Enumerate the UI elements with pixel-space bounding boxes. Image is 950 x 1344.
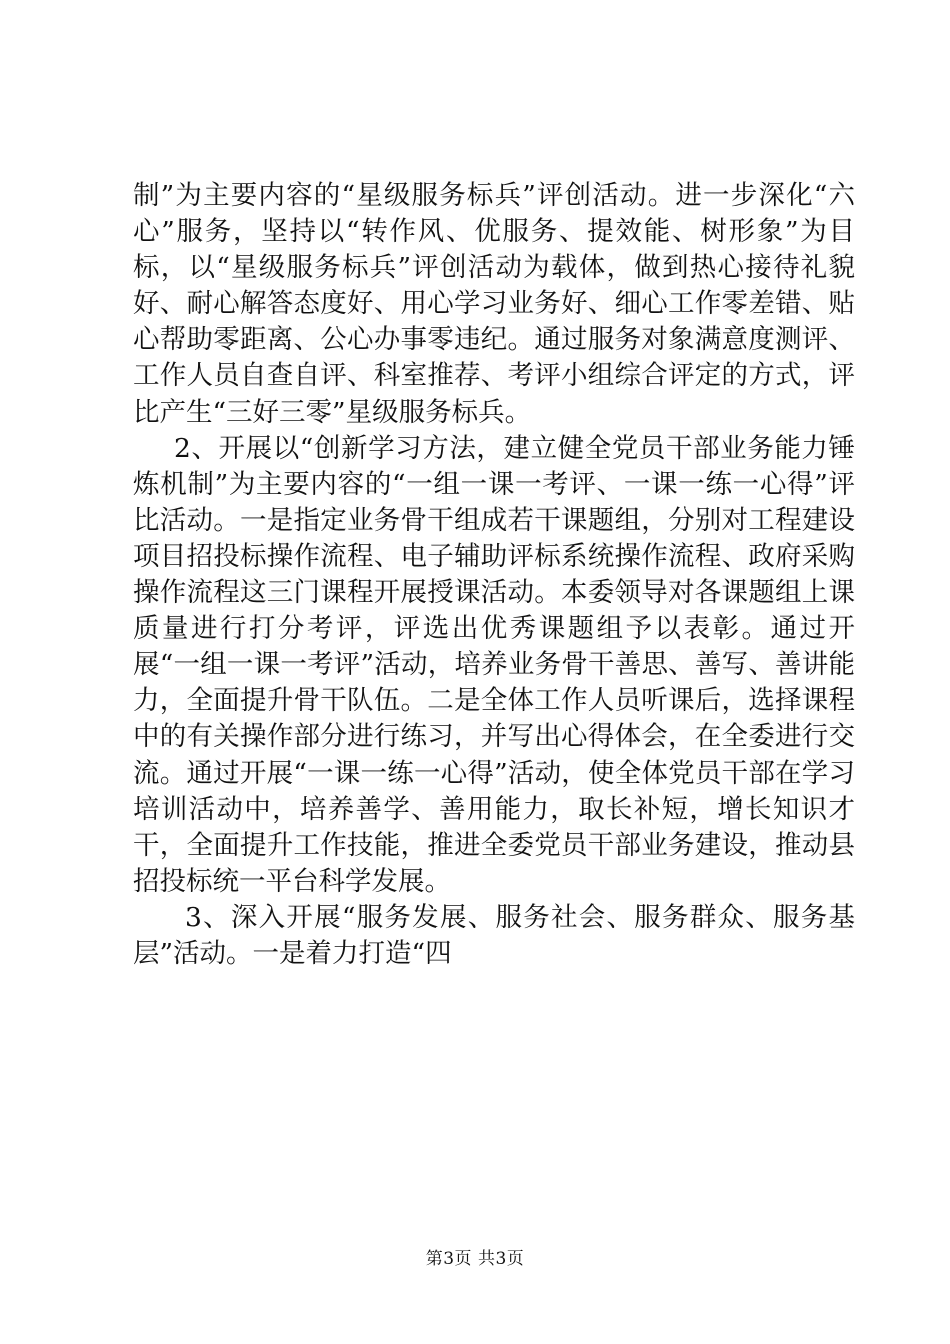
- paragraph-2: 2、开展以“创新学习方法，建立健全党员干部业务能力锤炼机制”为主要内容的“一组一课一考评、一课一练一心得”评比活动。一是指定业务骨干组成若干课题组，分别对工程建设项目招投标操作流程、电子辅助评标系统操作流程、政府采购操作流程这三门课程开展授课活动。本委领导对各课题组上课质量进行打分考评，评选出优秀课题组予以表彰。通过开展“一组一课一考评”活动，培养业务骨干善思、善写、善讲能力，全面提升骨干队伍。二是全体工作人员听课后，选择课程中的有关操作部分进行练习，并写出心得体会，在全委进行交流。通过开展“一课一练一心得”活动，使全体党员干部在学习培训活动中，培养善学、善用能力，取长补短，增长知识才干，全面提升工作技能，推进全委党员干部业务建设，推动县招投标统一平台科学发展。: [133, 432, 855, 897]
- paragraph-1: 制”为主要内容的“星级服务标兵”评创活动。进一步深化“六心”服务，坚持以“转作风、优服务、提效能、树形象”为目标，以“星级服务标兵”评创活动为载体，做到热心接待礼貌好、耐心解答态度好、用心学习业务好、细心工作零差错、贴心帮助零距离、公心办事零违纪。通过服务对象满意度测评、工作人员自查自评、科室推荐、考评小组综合评定的方式，评比产生“三好三零”星级服务标兵。: [133, 180, 855, 428]
- document-body: [133, 178, 855, 972]
- paragraph-3: 3、深入开展“服务发展、服务社会、服务群众、服务基层”活动。一是着力打造“四: [133, 901, 855, 969]
- page-number-footer: 第3页 共3页: [425, 1249, 525, 1269]
